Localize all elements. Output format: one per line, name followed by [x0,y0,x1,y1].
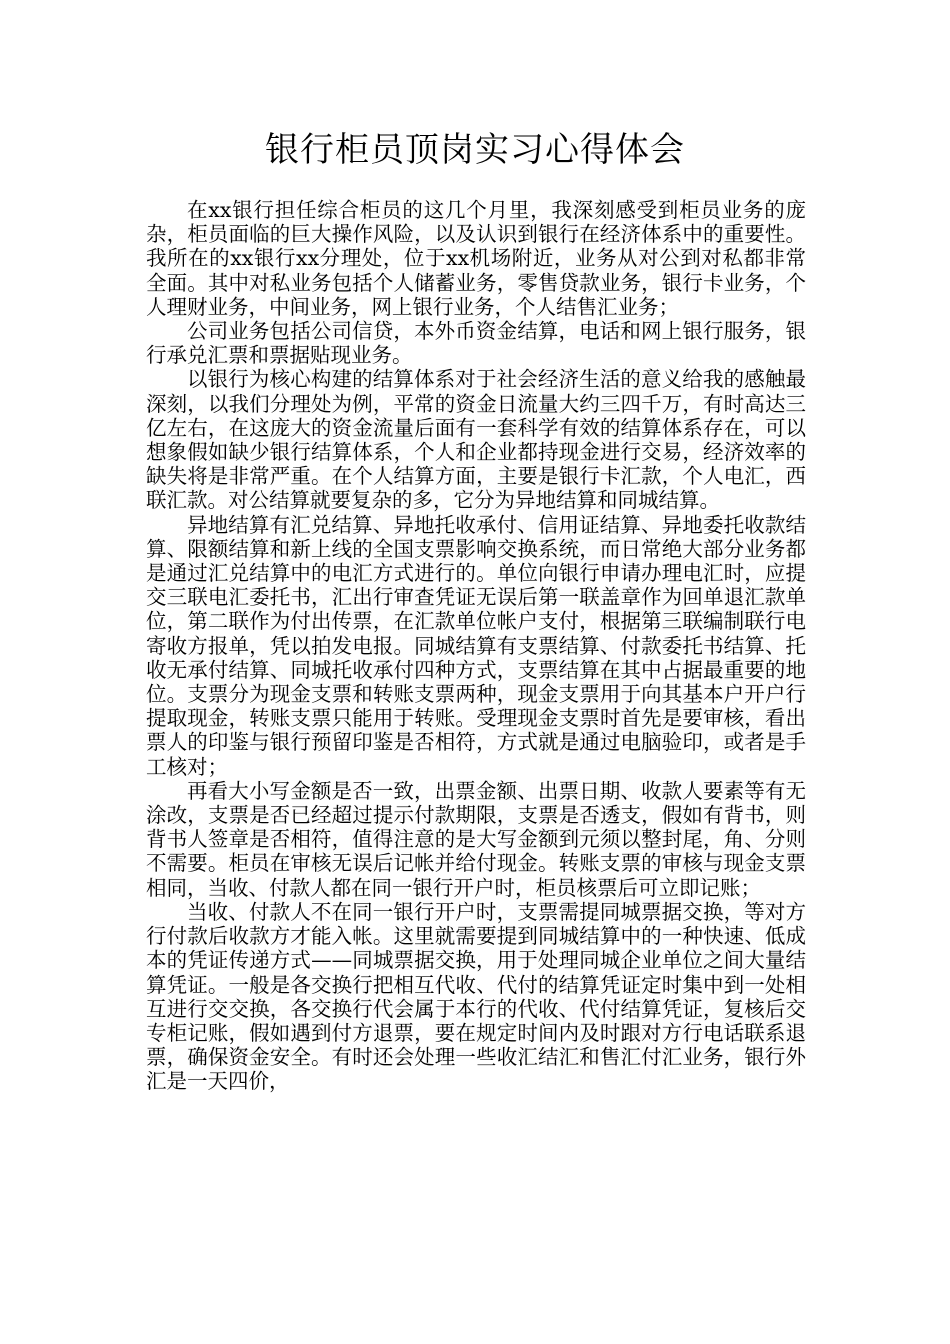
paragraph: 异地结算有汇兑结算、异地托收承付、信用证结算、异地委托收款结算、限额结算和新上线的全国支票影响交换系统，而日常绝大部分业务都是通过汇兑结算中的电汇方式进行的。单位向银行申请办理电汇时，应提交三联电汇委托书，汇出行审查凭证无误后第一联盖章作为回单退汇款单位，第二联作为付出传票，在汇款单位帐户支付，根据第三联编制联行电寄收方报单，凭以拍发电报。同城结算有支票结算、付款委托书结算、托收无承付结算、同城托收承付四种方式，支票结算在其中占据最重要的地位。支票分为现金支票和转账支票两种，现金支票用于向其基本户开户行提取现金，转账支票只能用于转账。受理现金支票时首先是要审核，看出票人的印鉴与银行预留印鉴是否相符，方式就是通过电脑验印，或者是手工核对； [146,512,806,779]
document-title: 银行柜员顶岗实习心得体会 [265,130,685,170]
document-body [146,198,806,1094]
paragraph: 以银行为核心构建的结算体系对于社会经济生活的意义给我的感触最深刻，以我们分理处为例，平常的资金日流量大约三四千万，有时高达三亿左右，在这庞大的资金流量后面有一套科学有效的结算体系存在，可以想象假如缺少银行结算体系，个人和企业都持现金进行交易，经济效率的缺失将是非常严重。在个人结算方面，主要是银行卡汇款，个人电汇，西联汇款。对公结算就要复杂的多，它分为异地结算和同城结算。 [146,367,806,513]
paragraph: 再看大小写金额是否一致，出票金额、出票日期、收款人要素等有无涂改，支票是否已经超过提示付款期限，支票是否透支，假如有背书，则背书人签章是否相符，值得注意的是大写金额到元须以整封尾，角、分则不需要。柜员在审核无误后记帐并给付现金。转账支票的审核与现金支票相同，当收、付款人都在同一银行开户时，柜员核票后可立即记账； [146,778,806,900]
paragraph: 公司业务包括公司信贷，本外币资金结算，电话和网上银行服务，银行承兑汇票和票据贴现业务。 [146,319,806,368]
paragraph: 在xx银行担任综合柜员的这几个月里，我深刻感受到柜员业务的庞杂，柜员面临的巨大操作风险，以及认识到银行在经济体系中的重要性。我所在的xx银行xx分理处，位于xx机场附近，业务从对公到对私都非常全面。其中对私业务包括个人储蓄业务，零售贷款业务，银行卡业务，个人理财业务，中间业务，网上银行业务，个人结售汇业务； [146,198,806,319]
paragraph: 当收、付款人不在同一银行开户时，支票需提同城票据交换，等对方行付款后收款方才能入帐。这里就需要提到同城结算中的一种快速、低成本的凭证传递方式——同城票据交换，用于处理同城企业单位之间大量结算凭证。一般是各交换行把相互代收、代付的结算凭证定时集中到一处相互进行交交换，各交换行代会属于本行的代收、代付结算凭证，复核后交专柜记账，假如遇到付方退票，要在规定时间内及时跟对方行电话联系退票，确保资金安全。有时还会处理一些收汇结汇和售汇付汇业务，银行外汇是一天四价， [146,899,806,1094]
